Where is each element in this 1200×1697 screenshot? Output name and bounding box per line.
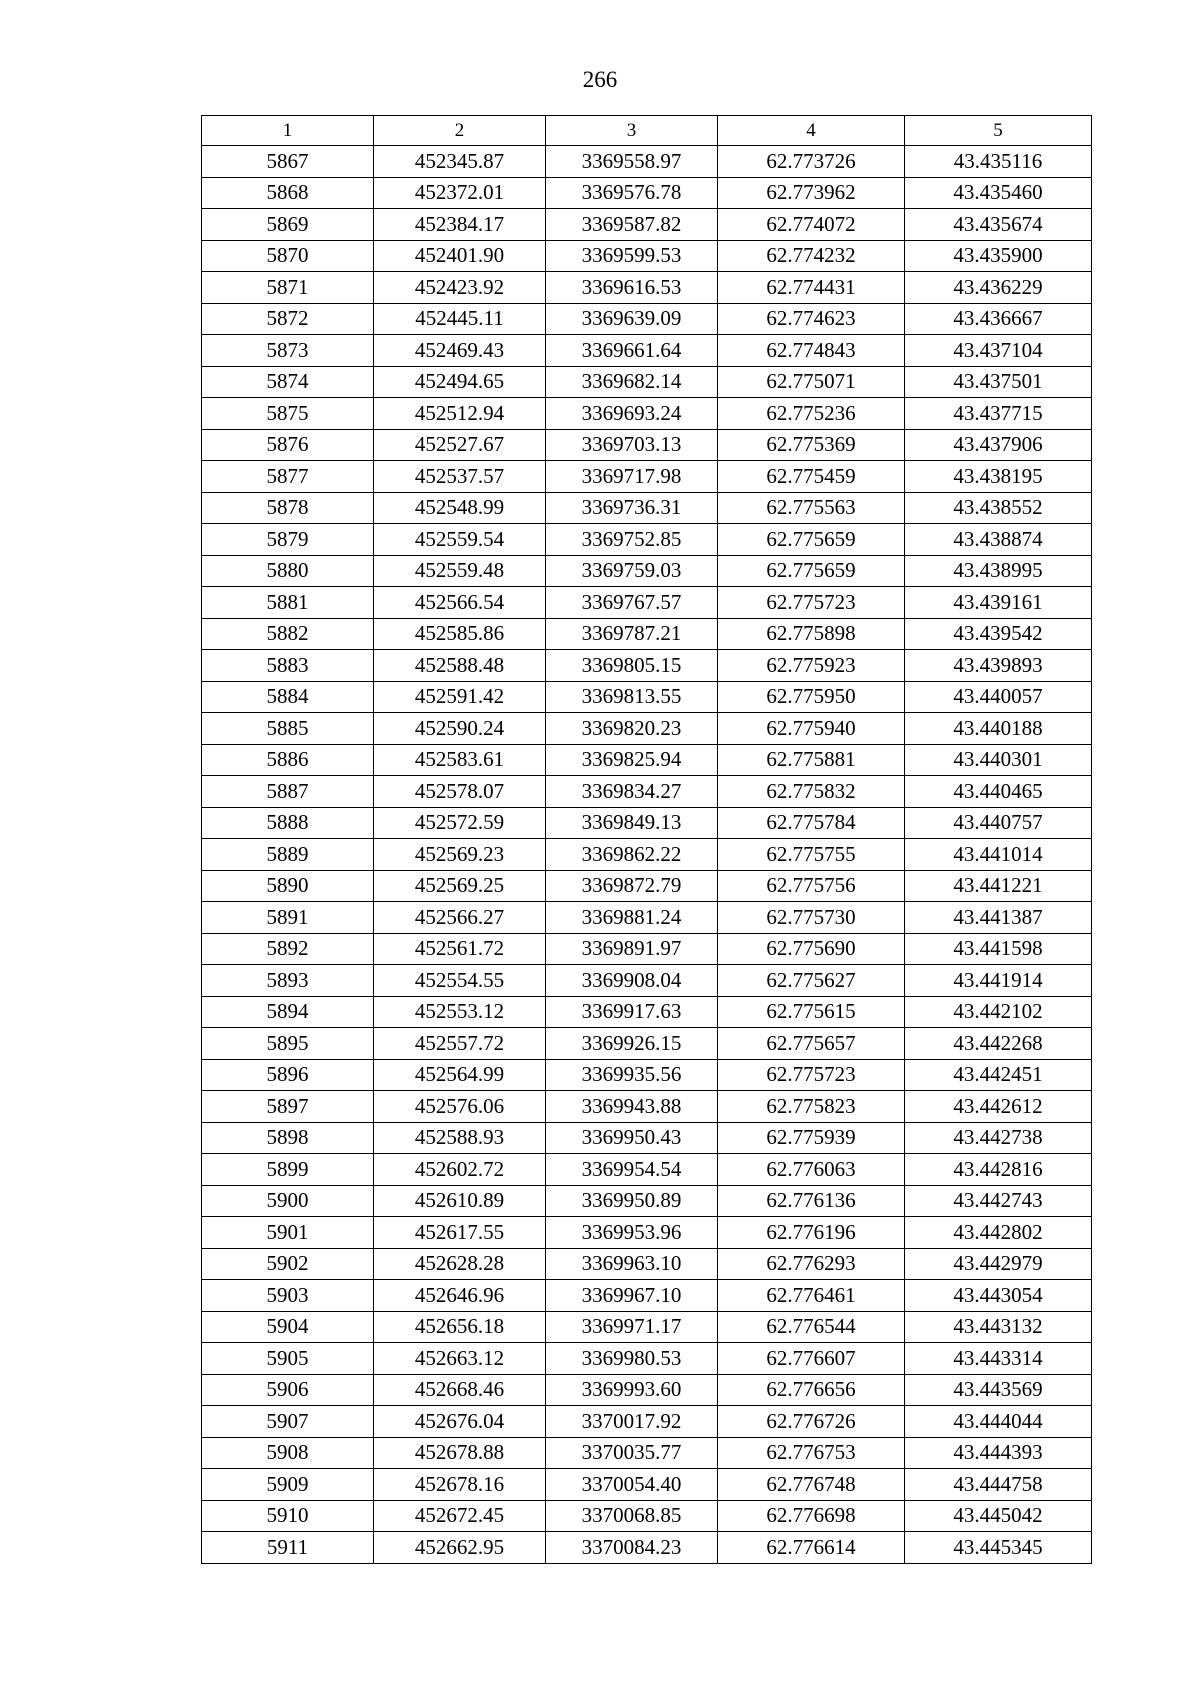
table-cell: 5903: [202, 1280, 374, 1312]
table-cell: 62.776614: [718, 1532, 905, 1564]
table-cell: 62.775730: [718, 902, 905, 934]
table-row: [202, 713, 1092, 745]
table-cell: 3370054.40: [546, 1469, 718, 1501]
table-cell: 5881: [202, 587, 374, 619]
table-row: [202, 870, 1092, 902]
table-cell: 3369682.14: [546, 366, 718, 398]
table-cell: 452656.18: [374, 1311, 546, 1343]
table-cell: 3369935.56: [546, 1059, 718, 1091]
table-cell: 3369813.55: [546, 681, 718, 713]
table-cell: 62.775881: [718, 744, 905, 776]
table-row: [202, 366, 1092, 398]
table-cell: 43.437501: [905, 366, 1092, 398]
table-cell: 5868: [202, 177, 374, 209]
table-cell: 3369752.85: [546, 524, 718, 556]
column-header: 1: [202, 116, 374, 146]
table-row: [202, 1280, 1092, 1312]
table-cell: 5889: [202, 839, 374, 871]
table-cell: 43.435116: [905, 146, 1092, 178]
table-row: [202, 1532, 1092, 1564]
table-cell: 3369736.31: [546, 492, 718, 524]
table-cell: 452559.48: [374, 555, 546, 587]
table-row: [202, 996, 1092, 1028]
table-cell: 62.775690: [718, 933, 905, 965]
table-cell: 5871: [202, 272, 374, 304]
table-cell: 452602.72: [374, 1154, 546, 1186]
table-cell: 5891: [202, 902, 374, 934]
table-cell: 5900: [202, 1185, 374, 1217]
table-row: [202, 1059, 1092, 1091]
table-cell: 62.774843: [718, 335, 905, 367]
table-cell: 62.774072: [718, 209, 905, 241]
table-cell: 452590.24: [374, 713, 546, 745]
table-cell: 452663.12: [374, 1343, 546, 1375]
table-cell: 5896: [202, 1059, 374, 1091]
table-row: [202, 587, 1092, 619]
table-cell: 452559.54: [374, 524, 546, 556]
table-cell: 62.775756: [718, 870, 905, 902]
table-cell: 5867: [202, 146, 374, 178]
table-cell: 43.444044: [905, 1406, 1092, 1438]
table-row: [202, 1374, 1092, 1406]
table-cell: 62.774623: [718, 303, 905, 335]
table-row: [202, 1469, 1092, 1501]
table-cell: 452548.99: [374, 492, 546, 524]
table-cell: 5888: [202, 807, 374, 839]
table-header: [202, 116, 1092, 146]
table-cell: 43.440188: [905, 713, 1092, 745]
table-cell: 43.442612: [905, 1091, 1092, 1123]
table-cell: 62.774232: [718, 240, 905, 272]
table-cell: 5877: [202, 461, 374, 493]
table-cell: 452561.72: [374, 933, 546, 965]
table-cell: 3370068.85: [546, 1500, 718, 1532]
table-row: [202, 524, 1092, 556]
table-body: [202, 146, 1092, 1564]
table-cell: 3369993.60: [546, 1374, 718, 1406]
table-cell: 3369963.10: [546, 1248, 718, 1280]
table-cell: 62.776196: [718, 1217, 905, 1249]
table-cell: 62.773726: [718, 146, 905, 178]
table-cell: 452566.27: [374, 902, 546, 934]
table-cell: 3369967.10: [546, 1280, 718, 1312]
table-cell: 5906: [202, 1374, 374, 1406]
table-cell: 452554.55: [374, 965, 546, 997]
table-cell: 62.773962: [718, 177, 905, 209]
table-cell: 5907: [202, 1406, 374, 1438]
table-cell: 43.440057: [905, 681, 1092, 713]
table-cell: 3369881.24: [546, 902, 718, 934]
table-cell: 62.776698: [718, 1500, 905, 1532]
table-cell: 62.775784: [718, 807, 905, 839]
table-row: [202, 146, 1092, 178]
table-row: [202, 807, 1092, 839]
table-cell: 3369805.15: [546, 650, 718, 682]
table-cell: 5875: [202, 398, 374, 430]
table-cell: 43.443054: [905, 1280, 1092, 1312]
table-cell: 62.775459: [718, 461, 905, 493]
table-cell: 43.442816: [905, 1154, 1092, 1186]
table-cell: 43.440757: [905, 807, 1092, 839]
table-cell: 62.775940: [718, 713, 905, 745]
table-cell: 3369950.43: [546, 1122, 718, 1154]
table-row: [202, 1122, 1092, 1154]
table-row: [202, 776, 1092, 808]
table-cell: 43.437104: [905, 335, 1092, 367]
table-cell: 452569.23: [374, 839, 546, 871]
table-cell: 3369872.79: [546, 870, 718, 902]
table-cell: 5885: [202, 713, 374, 745]
table-cell: 3369954.54: [546, 1154, 718, 1186]
table-cell: 5874: [202, 366, 374, 398]
table-row: [202, 1154, 1092, 1186]
table-cell: 43.436667: [905, 303, 1092, 335]
table-cell: 5905: [202, 1343, 374, 1375]
column-header: 5: [905, 116, 1092, 146]
table-cell: 43.442979: [905, 1248, 1092, 1280]
table-row: [202, 177, 1092, 209]
table-row: [202, 1500, 1092, 1532]
table-cell: 62.775923: [718, 650, 905, 682]
table-cell: 5883: [202, 650, 374, 682]
table-cell: 43.442743: [905, 1185, 1092, 1217]
table-row: [202, 902, 1092, 934]
table-cell: 5872: [202, 303, 374, 335]
table-cell: 5882: [202, 618, 374, 650]
table-cell: 452401.90: [374, 240, 546, 272]
table-cell: 452628.28: [374, 1248, 546, 1280]
table-cell: 3369834.27: [546, 776, 718, 808]
table-cell: 62.775832: [718, 776, 905, 808]
table-cell: 452572.59: [374, 807, 546, 839]
table-cell: 62.775369: [718, 429, 905, 461]
table-cell: 3369767.57: [546, 587, 718, 619]
table-cell: 43.442102: [905, 996, 1092, 1028]
table-row: [202, 461, 1092, 493]
table-cell: 62.774431: [718, 272, 905, 304]
table-cell: 5904: [202, 1311, 374, 1343]
table-cell: 3369953.96: [546, 1217, 718, 1249]
table-cell: 43.435460: [905, 177, 1092, 209]
table-cell: 62.775898: [718, 618, 905, 650]
table-cell: 43.436229: [905, 272, 1092, 304]
table-cell: 43.444758: [905, 1469, 1092, 1501]
table-cell: 3369759.03: [546, 555, 718, 587]
table-cell: 5873: [202, 335, 374, 367]
table-cell: 3369787.21: [546, 618, 718, 650]
table-cell: 452527.67: [374, 429, 546, 461]
table-cell: 3369971.17: [546, 1311, 718, 1343]
table-cell: 62.776293: [718, 1248, 905, 1280]
table-cell: 62.775950: [718, 681, 905, 713]
table-cell: 3369616.53: [546, 272, 718, 304]
column-header: 3: [546, 116, 718, 146]
table-row: [202, 839, 1092, 871]
table-cell: 43.443314: [905, 1343, 1092, 1375]
table-cell: 3370084.23: [546, 1532, 718, 1564]
table-cell: 62.776753: [718, 1437, 905, 1469]
table-cell: 43.438552: [905, 492, 1092, 524]
table-cell: 452569.25: [374, 870, 546, 902]
table-row: [202, 272, 1092, 304]
table-cell: 5901: [202, 1217, 374, 1249]
table-cell: 3369576.78: [546, 177, 718, 209]
table-cell: 3370035.77: [546, 1437, 718, 1469]
table-cell: 5892: [202, 933, 374, 965]
table-row: [202, 1311, 1092, 1343]
table-cell: 43.441598: [905, 933, 1092, 965]
table-cell: 3369917.63: [546, 996, 718, 1028]
table-cell: 62.775755: [718, 839, 905, 871]
table-cell: 43.438874: [905, 524, 1092, 556]
table-row: [202, 492, 1092, 524]
table-cell: 452566.54: [374, 587, 546, 619]
column-header: 4: [718, 116, 905, 146]
table-cell: 5890: [202, 870, 374, 902]
table-cell: 62.776656: [718, 1374, 905, 1406]
table-cell: 452678.16: [374, 1469, 546, 1501]
table-cell: 3369891.97: [546, 933, 718, 965]
table-row: [202, 1343, 1092, 1375]
table-cell: 62.775657: [718, 1028, 905, 1060]
table-row: [202, 650, 1092, 682]
table-row: [202, 335, 1092, 367]
table-cell: 3369908.04: [546, 965, 718, 997]
table-cell: 3369599.53: [546, 240, 718, 272]
table-cell: 62.775071: [718, 366, 905, 398]
table-cell: 62.775236: [718, 398, 905, 430]
table-cell: 43.441014: [905, 839, 1092, 871]
table-cell: 43.437715: [905, 398, 1092, 430]
table-cell: 3369825.94: [546, 744, 718, 776]
table-row: [202, 1406, 1092, 1438]
table-cell: 452469.43: [374, 335, 546, 367]
table-cell: 3369950.89: [546, 1185, 718, 1217]
table-cell: 62.776726: [718, 1406, 905, 1438]
table-cell: 3370017.92: [546, 1406, 718, 1438]
table-cell: 3369587.82: [546, 209, 718, 241]
table-cell: 43.438195: [905, 461, 1092, 493]
table-cell: 3369661.64: [546, 335, 718, 367]
table-cell: 452591.42: [374, 681, 546, 713]
table-cell: 62.775939: [718, 1122, 905, 1154]
table-cell: 3369717.98: [546, 461, 718, 493]
table-cell: 43.435900: [905, 240, 1092, 272]
table-cell: 43.442802: [905, 1217, 1092, 1249]
page-number: 266: [582, 67, 618, 92]
table-row: [202, 744, 1092, 776]
table-cell: 452646.96: [374, 1280, 546, 1312]
table-cell: 452576.06: [374, 1091, 546, 1123]
table-cell: 5879: [202, 524, 374, 556]
table-row: [202, 681, 1092, 713]
table-cell: 62.775615: [718, 996, 905, 1028]
table-cell: 3369849.13: [546, 807, 718, 839]
table-cell: 62.775723: [718, 587, 905, 619]
coordinates-table: [201, 115, 1092, 1564]
table-cell: 62.776607: [718, 1343, 905, 1375]
table-cell: 62.775659: [718, 524, 905, 556]
table-cell: 5876: [202, 429, 374, 461]
table-cell: 43.445345: [905, 1532, 1092, 1564]
table-cell: 62.776544: [718, 1311, 905, 1343]
table-cell: 452564.99: [374, 1059, 546, 1091]
table-cell: 62.775823: [718, 1091, 905, 1123]
table-cell: 3369980.53: [546, 1343, 718, 1375]
table-cell: 3369639.09: [546, 303, 718, 335]
table-cell: 5886: [202, 744, 374, 776]
table-cell: 5869: [202, 209, 374, 241]
table-cell: 452384.17: [374, 209, 546, 241]
table-row: [202, 398, 1092, 430]
table-cell: 43.442738: [905, 1122, 1092, 1154]
table-cell: 43.444393: [905, 1437, 1092, 1469]
table-cell: 452445.11: [374, 303, 546, 335]
table-cell: 5895: [202, 1028, 374, 1060]
table-cell: 5893: [202, 965, 374, 997]
table-cell: 5880: [202, 555, 374, 587]
table-cell: 62.776461: [718, 1280, 905, 1312]
table-cell: 43.441387: [905, 902, 1092, 934]
table-row: [202, 1217, 1092, 1249]
table-cell: 62.775563: [718, 492, 905, 524]
table-cell: 43.435674: [905, 209, 1092, 241]
table-row: [202, 933, 1092, 965]
table-cell: 62.775723: [718, 1059, 905, 1091]
table-cell: 3369703.13: [546, 429, 718, 461]
table-cell: 452578.07: [374, 776, 546, 808]
table-cell: 452583.61: [374, 744, 546, 776]
table-cell: 452617.55: [374, 1217, 546, 1249]
table-cell: 5897: [202, 1091, 374, 1123]
table-cell: 43.440301: [905, 744, 1092, 776]
table-row: [202, 429, 1092, 461]
table-row: [202, 1028, 1092, 1060]
table-cell: 43.437906: [905, 429, 1092, 461]
table-cell: 3369820.23: [546, 713, 718, 745]
table-cell: 5902: [202, 1248, 374, 1280]
table-cell: 43.445042: [905, 1500, 1092, 1532]
table-row: [202, 1248, 1092, 1280]
table-cell: 43.443569: [905, 1374, 1092, 1406]
table-cell: 62.776748: [718, 1469, 905, 1501]
table-cell: 5911: [202, 1532, 374, 1564]
table-cell: 5894: [202, 996, 374, 1028]
table-cell: 452537.57: [374, 461, 546, 493]
table-cell: 452557.72: [374, 1028, 546, 1060]
column-header: 2: [374, 116, 546, 146]
table-cell: 452672.45: [374, 1500, 546, 1532]
table-cell: 3369558.97: [546, 146, 718, 178]
table-cell: 43.442451: [905, 1059, 1092, 1091]
table-row: [202, 303, 1092, 335]
table-cell: 452610.89: [374, 1185, 546, 1217]
table-cell: 3369693.24: [546, 398, 718, 430]
table-cell: 452588.48: [374, 650, 546, 682]
table-cell: 43.439161: [905, 587, 1092, 619]
table-cell: 5908: [202, 1437, 374, 1469]
table-row: [202, 1437, 1092, 1469]
table-cell: 5910: [202, 1500, 374, 1532]
table-cell: 43.439893: [905, 650, 1092, 682]
table-row: [202, 1091, 1092, 1123]
table-cell: 452553.12: [374, 996, 546, 1028]
table-cell: 62.776063: [718, 1154, 905, 1186]
table-cell: 452588.93: [374, 1122, 546, 1154]
table-cell: 62.776136: [718, 1185, 905, 1217]
table-row: [202, 965, 1092, 997]
table-cell: 452512.94: [374, 398, 546, 430]
header-row: [202, 116, 1092, 146]
table-cell: 62.775659: [718, 555, 905, 587]
table-cell: 5878: [202, 492, 374, 524]
table-cell: 62.775627: [718, 965, 905, 997]
table-cell: 452668.46: [374, 1374, 546, 1406]
table-cell: 43.443132: [905, 1311, 1092, 1343]
table-cell: 452423.92: [374, 272, 546, 304]
table-cell: 452676.04: [374, 1406, 546, 1438]
table-cell: 5899: [202, 1154, 374, 1186]
table-cell: 3369943.88: [546, 1091, 718, 1123]
table-row: [202, 555, 1092, 587]
table-cell: 43.438995: [905, 555, 1092, 587]
table-cell: 43.440465: [905, 776, 1092, 808]
table-cell: 43.442268: [905, 1028, 1092, 1060]
table-cell: 452372.01: [374, 177, 546, 209]
table-cell: 452585.86: [374, 618, 546, 650]
table-cell: 5909: [202, 1469, 374, 1501]
table-cell: 452494.65: [374, 366, 546, 398]
table-cell: 3369926.15: [546, 1028, 718, 1060]
table-cell: 5884: [202, 681, 374, 713]
table-row: [202, 618, 1092, 650]
table-cell: 5887: [202, 776, 374, 808]
table-row: [202, 240, 1092, 272]
table-cell: 43.441221: [905, 870, 1092, 902]
table-cell: 452662.95: [374, 1532, 546, 1564]
table-cell: 43.441914: [905, 965, 1092, 997]
table-cell: 43.439542: [905, 618, 1092, 650]
table-cell: 452345.87: [374, 146, 546, 178]
table-cell: 5898: [202, 1122, 374, 1154]
table-row: [202, 1185, 1092, 1217]
table-cell: 5870: [202, 240, 374, 272]
table-cell: 3369862.22: [546, 839, 718, 871]
table-row: [202, 209, 1092, 241]
table-cell: 452678.88: [374, 1437, 546, 1469]
